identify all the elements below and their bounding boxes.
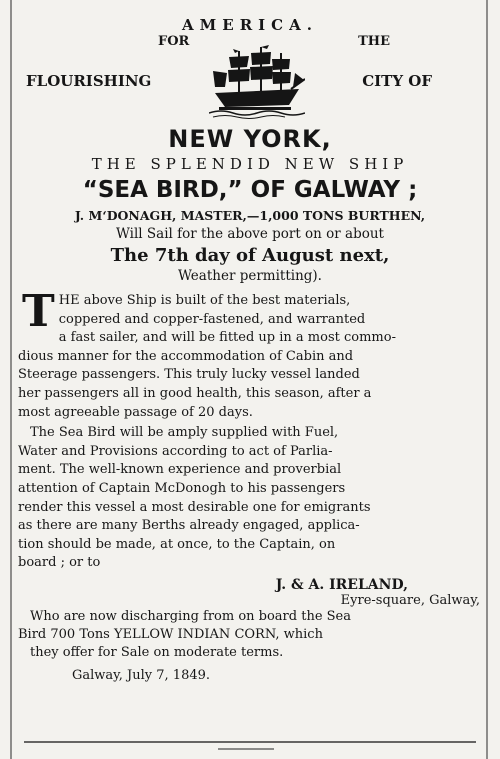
text-line: Water and Provisions according to act of Parlia- [18,443,333,459]
text-line: Bird 700 Tons YELLOW INDIAN CORN, which [18,626,323,642]
right-column-rule [486,0,488,759]
word-flourishing: FLOURISHING [26,72,152,90]
text-line: her passengers all in good health, this season, after a [18,385,372,401]
text-line: board ; or to [18,555,101,571]
words-city-of: CITY OF [362,72,432,90]
heading-america: AMERICA. [182,16,318,34]
text-line: tion should be made, at once, to the Captain, on [18,536,336,552]
sailing-ship-icon [209,43,305,119]
paragraph-ship-description [18,286,482,422]
text-line: HE above Ship is built of the best materials, [58,293,351,308]
text-line: render this vessel a most desirable one for emigrants [18,499,371,515]
text-line: a fast sailer, and will be fitted up in a most commo- [58,330,396,346]
text-line: The Sea Bird will be amply supplied with Fuel, [30,425,339,441]
bottom-divider [24,741,476,743]
sailing-date: The 7th day of August next, [110,245,390,266]
text-line: most agreeable passage of 20 days. [18,404,253,420]
text-line: Who are now discharging from on board the Sea [30,608,352,624]
text-line: Steerage passengers. This truly lucky vessel landed [18,367,360,383]
text-line: dious manner for the accommodation of Cabin and [18,348,354,364]
text-line: ment. The well-known experience and proverbial [18,462,342,478]
left-column-rule [10,0,12,759]
flourishing-row [26,43,432,119]
dateline: Galway, July 7, 1849. [72,667,211,683]
weather-note: Weather permitting). [178,268,322,284]
destination-new-york: NEW YORK, [168,125,332,153]
text-line: as there are many Berths already engaged, applica- [18,518,360,534]
sail-line: Will Sail for the above port on or about [116,226,384,242]
agent-name: J. & A. IRELAND, [275,576,408,593]
drop-cap: T [22,286,55,337]
paragraph-corn-notice [18,608,482,662]
ship-name: “SEA BIRD,” OF GALWAY ; [82,177,418,203]
text-line: coppered and copper-fastened, and warranted [58,311,366,327]
word-for: FOR [158,34,190,49]
agent-address: Eyre-square, Galway, [340,592,480,608]
splendid-new-ship: THE SPLENDID NEW SHIP [91,155,409,173]
word-the: THE [358,34,390,49]
text-line: attention of Captain McDonogh to his passengers [18,480,346,496]
master-line: J. M‘DONAGH, MASTER,—1,000 TONS BURTHEN, [74,208,426,223]
paragraph-provisions [18,424,482,573]
text-line: they offer for Sale on moderate terms. [30,644,284,660]
bottom-divider-mark [218,748,274,750]
